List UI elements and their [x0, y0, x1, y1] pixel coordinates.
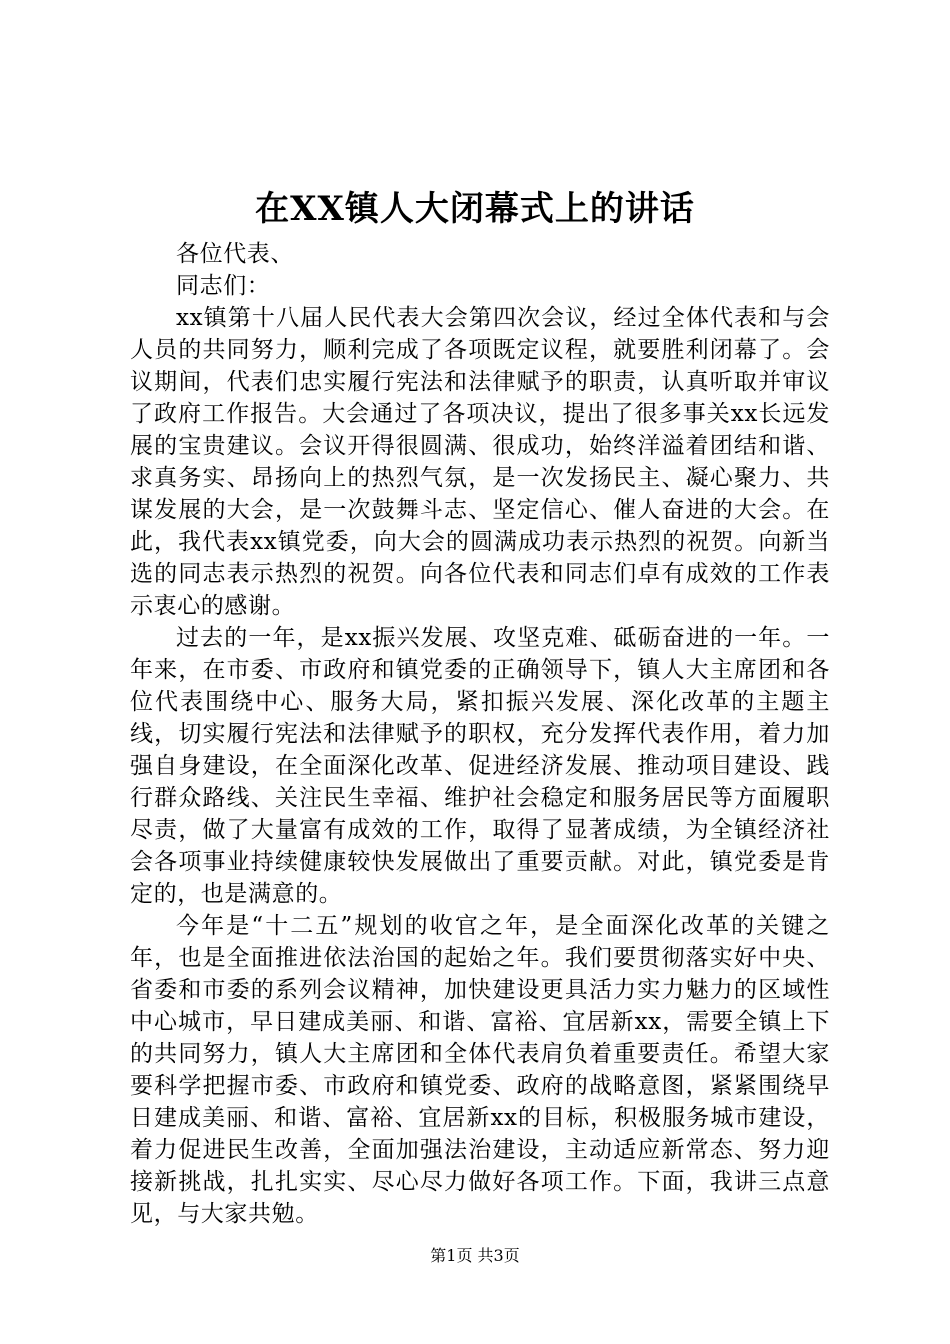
document-title: 在XX镇人大闭幕式上的讲话 — [255, 189, 695, 229]
body-paragraph: 今年是“十二五”规划的收官之年，是全面深化改革的关键之年，也是全面推进依法治国的起始之年。我们要贯彻落实好中央、省委和市委的系列会议精神，加快建设更具活力实力魅力的区域性中心城市，早日建成美丽、和谐、富裕、宜居新xx，需要全镇上下的共同努力，镇人大主席团和全体代表肩负着重要责任。希望大家要科学把握市委、市政府和镇党委、政府的战略意图，紧紧围绕早日建成美丽、和谐、富裕、宜居新xx的目标，积极服务城市建设，着力促进民生改善，全面加强法治建设，主动适应新常态、努力迎接新挑战，扎扎实实、尽心尽力做好各项工作。下面，我讲三点意见，与大家共勉。 — [130, 913, 830, 1227]
salutation-line: 同志们： — [176, 273, 271, 299]
page-number-footer: 第1页 共3页 — [430, 1246, 520, 1265]
document-body — [130, 238, 830, 1230]
body-paragraph: 过去的一年，是xx振兴发展、攻坚克难、砥砺奋进的一年。一年来，在市委、市政府和镇党委的正确领导下，镇人大主席团和各位代表围绕中心、服务大局，紧扣振兴发展、深化改革的主题主线，切实履行宪法和法律赋予的职权，充分发挥代表作用，着力加强自身建设，在全面深化改革、促进经济发展、推动项目建设、践行群众路线、关注民生幸福、维护社会稳定和服务居民等方面履职尽责，做了大量富有成效的工作，取得了显著成绩，为全镇经济社会各项事业持续健康较快发展做出了重要贡献。对此，镇党委是肯定的，也是满意的。 — [130, 625, 830, 907]
salutation-line: 各位代表、 — [176, 241, 294, 267]
body-paragraph: xx镇第十八届人民代表大会第四次会议，经过全体代表和与会人员的共同努力，顺利完成了各项既定议程，就要胜利闭幕了。会议期间，代表们忠实履行宪法和法律赋予的职责，认真听取并审议了政府工作报告。大会通过了各项决议，提出了很多事关xx长远发展的宝贵建议。会议开得很圆满、很成功，始终洋溢着团结和谐、求真务实、昂扬向上的热烈气氛，是一次发扬民主、凝心聚力、共谋发展的大会，是一次鼓舞斗志、坚定信心、催人奋进的大会。在此，我代表xx镇党委，向大会的圆满成功表示热烈的祝贺。向新当选的同志表示热烈的祝贺。向各位代表和同志们卓有成效的工作表示衷心的感谢。 — [130, 305, 830, 619]
